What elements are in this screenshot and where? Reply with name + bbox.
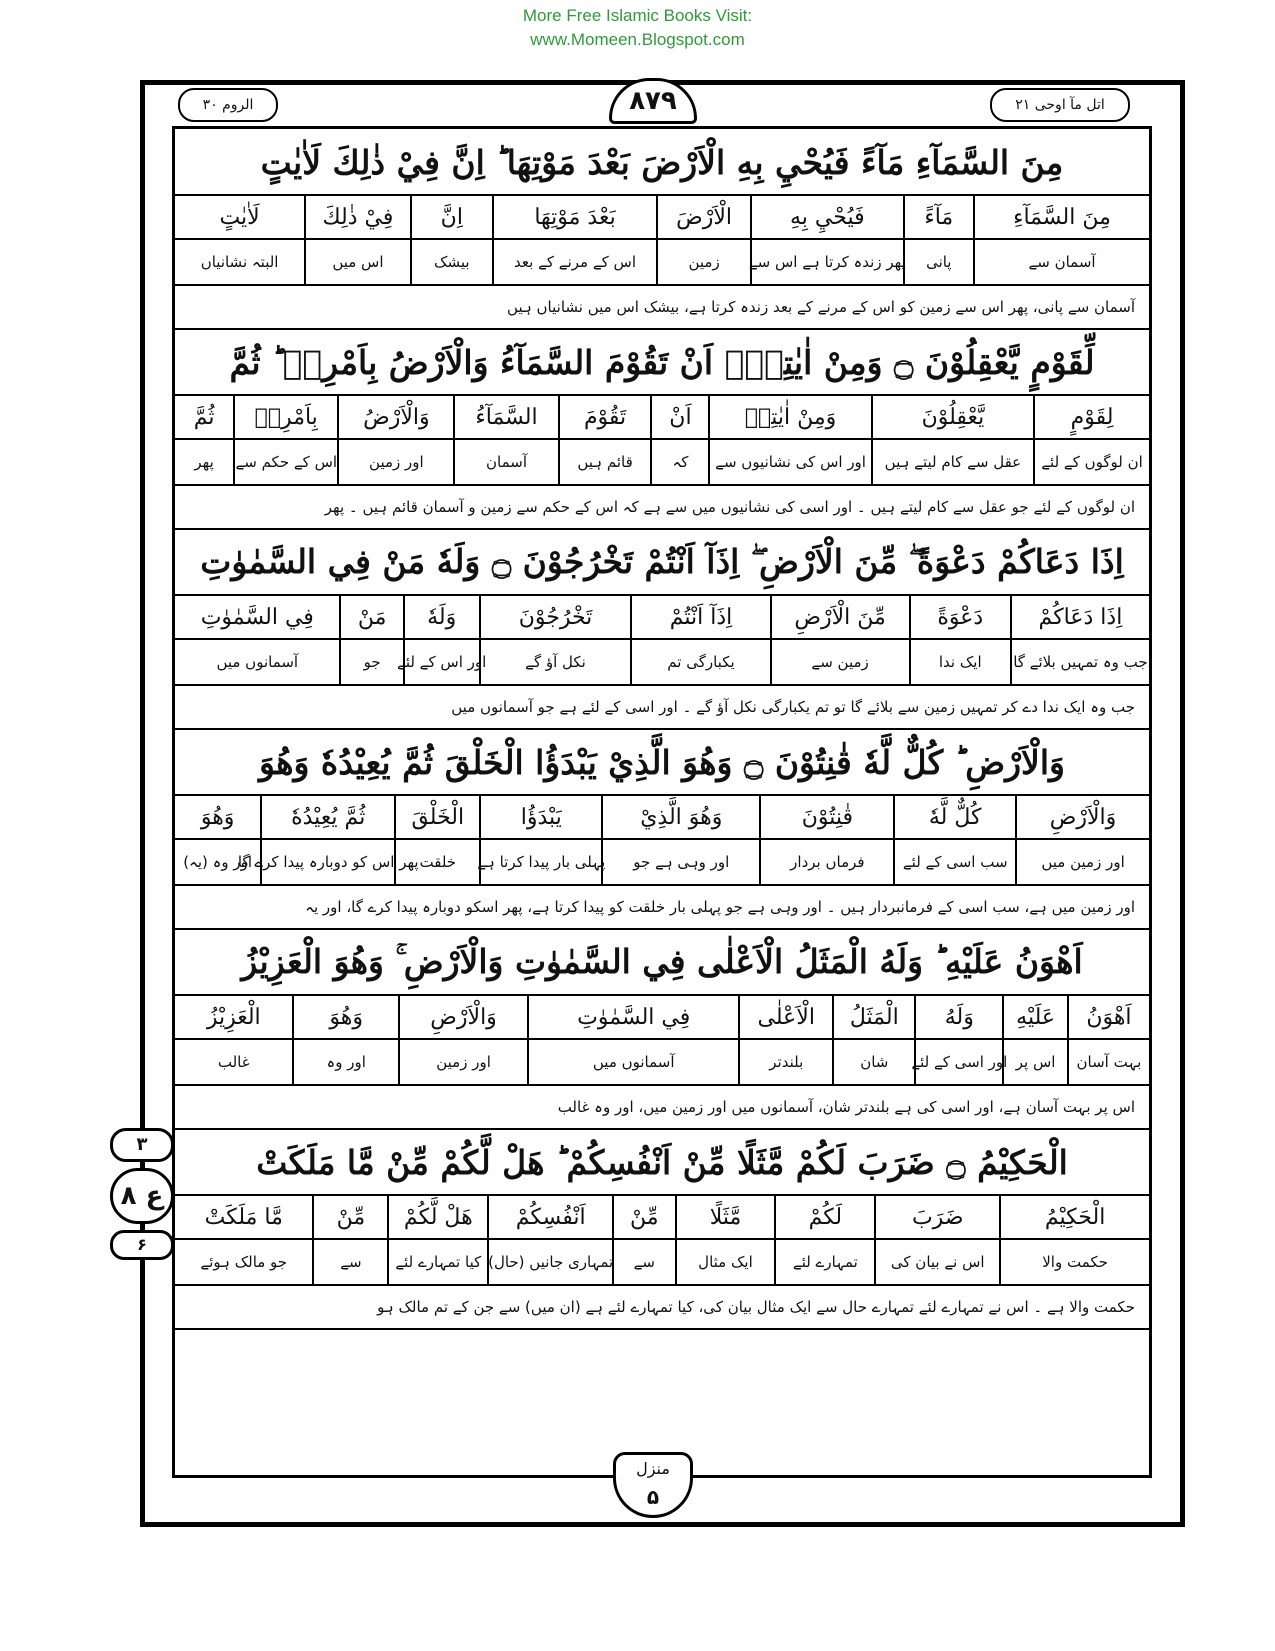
- ruku-marker: [102, 1128, 182, 1260]
- urdu-translation-line: اس پر بہت آسان ہے، اور اسی کی ہے بلندتر شان، آسمانوں میں اور زمین میں، اور وہ غالب: [175, 1086, 1149, 1130]
- urdu-translation-line: آسمان سے پانی، پھر اس سے زمین کو اس کے مرنے کے بعد زندہ کرتا ہے، بیشک اس میں نشانیاں ہیں: [175, 286, 1149, 330]
- arabic-verse-line: الْحَكِيْمُ ۝ ضَرَبَ لَكُمْ مَّثَلًا مِّنْ اَنْفُسِكُمْ ؕ هَلْ لَّكُمْ مِّنْ مَّا مَلَكَتْ: [175, 1130, 1149, 1196]
- urdu-translation-line: اور زمین میں ہے، سب اسی کے فرمانبردار ہیں ۔ اور وہی ہے جو پہلی بار خلقت کو پیدا کرتا ہے، پھر اسکو دوبارہ پیدا کرے گا، اور یہ: [175, 886, 1149, 930]
- urdu-meaning: ان لوگوں کے لئے: [1033, 440, 1149, 484]
- urdu-meaning: پہلی بار پیدا کرتا ہے: [479, 840, 601, 884]
- urdu-meaning: جو: [339, 640, 402, 684]
- urdu-meaning: خلقت: [394, 840, 479, 884]
- urdu-meaning: اس میں: [304, 240, 410, 284]
- manzil-number: ۵: [646, 1485, 660, 1509]
- surah-name-box: الروم ۳۰: [178, 88, 278, 122]
- urdu-meaning: پانی: [903, 240, 973, 284]
- word-row-urdu: [175, 640, 1149, 686]
- word-row-arabic: [175, 996, 1149, 1040]
- urdu-meaning: آسمان: [453, 440, 557, 484]
- word-row-urdu: [175, 440, 1149, 486]
- manzil-marker: [613, 1452, 693, 1518]
- urdu-meaning: اور وہ (یہ): [183, 853, 253, 871]
- urdu-meaning: بہت آسان: [1067, 1040, 1149, 1084]
- urdu-meaning: جب وہ تمہیں بلائے گا: [1010, 640, 1149, 684]
- arabic-word: مِّنَ الْاَرْضِ: [770, 596, 909, 638]
- arabic-word: وَهُوَ: [200, 804, 235, 830]
- verse-section: [175, 930, 1149, 1130]
- verse-section: [175, 530, 1149, 730]
- arabic-word: فِي السَّمٰوٰتِ: [527, 996, 738, 1038]
- arabic-word: الْاَعْلٰى: [738, 996, 832, 1038]
- arabic-word: مَنْ: [339, 596, 402, 638]
- word-row-arabic: [175, 1196, 1149, 1240]
- urdu-meaning: شان: [832, 1040, 914, 1084]
- arabic-word: تَقُوْمَ: [558, 396, 651, 438]
- urdu-meaning: یکبارگی تم: [630, 640, 769, 684]
- arabic-word: فِي السَّمٰوٰتِ: [200, 604, 314, 630]
- urdu-meaning: پھر اس کو دوبارہ پیدا کرے گا: [260, 840, 394, 884]
- urdu-meaning: پھر: [194, 453, 214, 471]
- urdu-meaning: اور وہ: [292, 1040, 398, 1084]
- verse-section: [175, 330, 1149, 530]
- urdu-meaning: بیشک: [410, 240, 492, 284]
- urdu-meaning: آسمان سے: [973, 240, 1149, 284]
- arabic-word: مِّنْ: [612, 1196, 674, 1238]
- urdu-meaning: حکمت والا: [999, 1240, 1149, 1284]
- urdu-meaning: اور زمین میں: [1015, 840, 1149, 884]
- verse-section: [175, 1130, 1149, 1330]
- urdu-meaning: فرماں بردار: [759, 840, 893, 884]
- arabic-word: وَالْاَرْضِ: [1015, 796, 1149, 838]
- arabic-word: لِقَوْمٍ: [1033, 396, 1149, 438]
- arabic-word: يَّعْقِلُوْنَ: [871, 396, 1033, 438]
- verse-section: [175, 130, 1149, 330]
- arabic-verse-line: وَالْاَرْضِ ؕ كُلٌّ لَّهٗ قٰنِتُوْنَ ۝ وَهُوَ الَّذِيْ يَبْدَؤُا الْخَلْقَ ثُمَّ يُعِيْدُهٗ وَهُوَ: [175, 730, 1149, 796]
- urdu-translation-line: جب وہ ایک ندا دے کر تمہیں زمین سے بلائے گا تو تم یکبارگی نکل آؤ گے ۔ اور اسی کے لئے ہے جو آسمانوں میں: [175, 686, 1149, 730]
- arabic-word: قٰنِتُوْنَ: [759, 796, 893, 838]
- urdu-meaning: سب اسی کے لئے: [893, 840, 1015, 884]
- arabic-word: كُلٌّ لَّهٗ: [893, 796, 1015, 838]
- urdu-meaning: اور اسی کے لئے: [914, 1040, 1002, 1084]
- ruku-top-number: ۳: [110, 1128, 174, 1162]
- verse-section: [175, 730, 1149, 930]
- urdu-meaning: البتہ نشانیاں: [200, 253, 279, 271]
- arabic-word: مَآءً: [903, 196, 973, 238]
- ruku-bottom-number: ۶: [110, 1230, 174, 1260]
- urdu-meaning: سے: [312, 1240, 387, 1284]
- urdu-meaning: غالب: [217, 1053, 250, 1071]
- arabic-verse-line: اِذَا دَعَاكُمْ دَعْوَةً ۖ مِّنَ الْاَرْضِ ۖ اِذَآ اَنْتُمْ تَخْرُجُوْنَ ۝ وَلَهٗ مَنْ فِي السَّمٰوٰتِ: [175, 530, 1149, 596]
- arabic-word: ثُمَّ: [193, 404, 215, 430]
- urdu-meaning: پھر زندہ کرتا ہے اس سے: [750, 240, 903, 284]
- arabic-word: لَاٰيٰتٍ: [219, 204, 260, 230]
- arabic-word: الْخَلْقَ: [394, 796, 479, 838]
- arabic-word: هَلْ لَّكُمْ: [387, 1196, 487, 1238]
- urdu-meaning: زمین: [656, 240, 750, 284]
- arabic-verse-line: مِنَ السَّمَآءِ مَآءً فَيُحْيِ بِهِ الْاَرْضَ بَعْدَ مَوْتِهَا ؕ اِنَّ فِيْ ذٰلِكَ لَاٰيٰتٍ: [175, 130, 1149, 196]
- urdu-meaning: ایک ندا: [909, 640, 1010, 684]
- word-row-arabic: [175, 796, 1149, 840]
- arabic-word: اَنْ: [650, 396, 708, 438]
- arabic-word: ضَرَبَ: [874, 1196, 999, 1238]
- arabic-word: مَّثَلًا: [675, 1196, 775, 1238]
- arabic-word: وَمِنْ اٰيٰتِهٖ: [708, 396, 870, 438]
- urdu-meaning: تمہارے لئے: [774, 1240, 874, 1284]
- word-row-urdu: [175, 840, 1149, 886]
- urdu-meaning: اور اس کے لئے: [403, 640, 479, 684]
- ruku-symbol: ع ۸: [110, 1168, 174, 1224]
- urdu-meaning: اس پر: [1002, 1040, 1067, 1084]
- arabic-word: الْمَثَلُ: [832, 996, 914, 1038]
- arabic-word: مَّا مَلَكَتْ: [204, 1204, 283, 1230]
- urdu-meaning: اس نے بیان کی: [874, 1240, 999, 1284]
- arabic-verse-line: لِّقَوْمٍ يَّعْقِلُوْنَ ۝ وَمِنْ اٰيٰتِهٖۤ اَنْ تَقُوْمَ السَّمَآءُ وَالْاَرْضُ بِاَمْرِهٖ ؕ ثُمَّ: [175, 330, 1149, 396]
- arabic-word: تَخْرُجُوْنَ: [479, 596, 631, 638]
- urdu-meaning: ایک مثال: [675, 1240, 775, 1284]
- arabic-word: وَالْاَرْضِ: [398, 996, 527, 1038]
- arabic-word: اِذَآ اَنْتُمْ: [630, 596, 769, 638]
- arabic-word: مِنَ السَّمَآءِ: [973, 196, 1149, 238]
- website-notice-line-1: More Free Islamic Books Visit:: [522, 6, 753, 25]
- arabic-word: الْعَزِيْزُ: [206, 1004, 261, 1030]
- urdu-meaning: عقل سے کام لیتے ہیں: [871, 440, 1033, 484]
- arabic-word: اَهْوَنُ: [1067, 996, 1149, 1038]
- arabic-word: السَّمَآءُ: [453, 396, 557, 438]
- urdu-translation-line: ان لوگوں کے لئے جو عقل سے کام لیتے ہیں ۔ اور اسی کی نشانیوں میں سے ہے کہ اس کے حکم سے زمین و آسمان قائم ہیں ۔ پھر: [175, 486, 1149, 530]
- arabic-word: الْحَكِيْمُ: [999, 1196, 1149, 1238]
- arabic-word: وَلَهُ: [914, 996, 1002, 1038]
- urdu-meaning: قائم ہیں: [558, 440, 651, 484]
- urdu-meaning: اور زمین: [337, 440, 453, 484]
- arabic-word: لَكُمْ: [774, 1196, 874, 1238]
- urdu-meaning: سے: [612, 1240, 674, 1284]
- arabic-word: اَنْفُسِكُمْ: [487, 1196, 612, 1238]
- urdu-meaning: اور زمین: [398, 1040, 527, 1084]
- urdu-meaning: اور اس کی نشانیوں سے: [708, 440, 870, 484]
- arabic-word: دَعْوَةً: [909, 596, 1010, 638]
- manzil-label: منزل: [636, 1459, 670, 1478]
- arabic-word: عَلَيْهِ: [1002, 996, 1067, 1038]
- arabic-word: فِيْ ذٰلِكَ: [304, 196, 410, 238]
- urdu-meaning: کیا تمہارے لئے: [387, 1240, 487, 1284]
- arabic-word: الْاَرْضَ: [656, 196, 750, 238]
- urdu-meaning: آسمانوں میں: [216, 653, 299, 671]
- arabic-word: بَعْدَ مَوْتِهَا: [492, 196, 656, 238]
- urdu-meaning: بلندتر: [738, 1040, 832, 1084]
- website-notice-url[interactable]: www.Momeen.Blogspot.com: [530, 30, 745, 49]
- arabic-word: وَلَهٗ: [403, 596, 479, 638]
- arabic-word: فَيُحْيِ بِهِ: [750, 196, 903, 238]
- arabic-verse-line: اَهْوَنُ عَلَيْهِ ؕ وَلَهُ الْمَثَلُ الْاَعْلٰى فِي السَّمٰوٰتِ وَالْاَرْضِ ۚ وَهُوَ الْعَزِيْزُ: [175, 930, 1149, 996]
- word-row-urdu: [175, 240, 1149, 286]
- word-row-arabic: [175, 596, 1149, 640]
- arabic-word: يَبْدَؤُا: [479, 796, 601, 838]
- word-row-arabic: [175, 396, 1149, 440]
- urdu-meaning: اس کے حکم سے: [233, 440, 337, 484]
- urdu-meaning: نکل آؤ گے: [479, 640, 631, 684]
- urdu-meaning: اس کے مرنے کے بعد: [492, 240, 656, 284]
- word-row-urdu: [175, 1240, 1149, 1286]
- arabic-word: وَهُوَ: [292, 996, 398, 1038]
- urdu-translation-line: حکمت والا ہے ۔ اس نے تمہارے لئے تمہارے حال سے ایک مثال بیان کی، کیا تمہارے لئے ہے (ان میں) سے جن کے تم مالک ہو: [175, 1286, 1149, 1330]
- urdu-meaning: زمین سے: [770, 640, 909, 684]
- arabic-word: وَالْاَرْضُ: [337, 396, 453, 438]
- urdu-meaning: آسمانوں میں: [527, 1040, 738, 1084]
- urdu-meaning: جو مالک ہوئے: [200, 1253, 288, 1271]
- website-notice: [0, 4, 1275, 52]
- urdu-meaning: کہ: [650, 440, 708, 484]
- arabic-word: اِنَّ: [410, 196, 492, 238]
- page-number: ۸۷۹: [609, 78, 697, 124]
- arabic-word: بِاَمْرِهٖ: [233, 396, 337, 438]
- para-name-box: اتل مآ اوحی ۲۱: [990, 88, 1130, 122]
- urdu-meaning: اور وہی ہے جو: [601, 840, 759, 884]
- arabic-word: وَهُوَ الَّذِيْ: [601, 796, 759, 838]
- word-row-urdu: [175, 1040, 1149, 1086]
- word-row-arabic: [175, 196, 1149, 240]
- urdu-meaning: تمہاری جانیں (حال): [487, 1240, 612, 1284]
- arabic-word: اِذَا دَعَاكُمْ: [1010, 596, 1149, 638]
- arabic-word: ثُمَّ يُعِيْدُهٗ: [260, 796, 394, 838]
- arabic-word: مِّنْ: [312, 1196, 387, 1238]
